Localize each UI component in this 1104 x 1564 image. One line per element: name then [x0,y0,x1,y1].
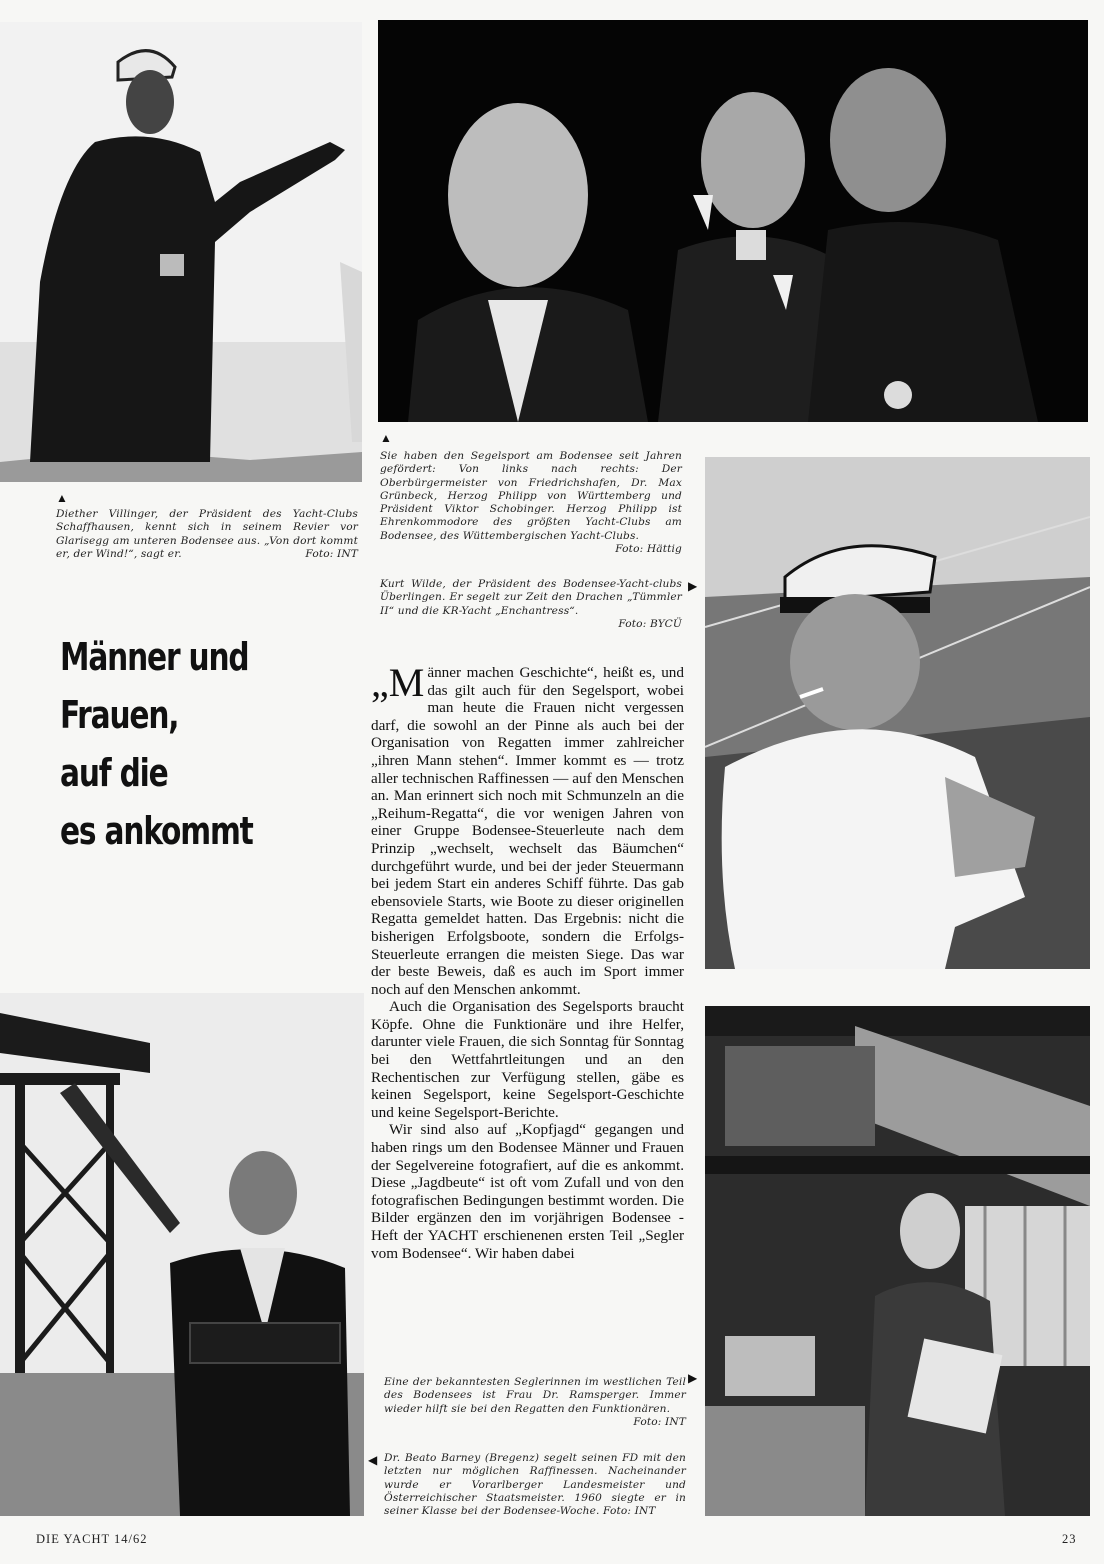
photo-ramsperger [705,1006,1090,1516]
caption-group [380,450,682,556]
footer-page-number: 23 [1062,1532,1077,1546]
article-body [371,660,684,1262]
caption-ramsperger-text: Eine der bekanntesten Seglerinnen im westlichen Teil des Bodensees ist Frau Dr. Ramsperger. Immer wieder hilft sie bei den Regatten den Funktionären. [384,1376,686,1415]
headline-line-3: auf die [60,751,168,795]
headline-line-2: Frauen, [60,693,179,737]
caption-villinger-text: Diether Villinger, der Präsident des Yacht-Clubs Schaffhausen, kennt sich in seinem Revier vor Glarisegg am unteren Bodensee aus. „Von dort kommt er, der Wind!“, sagt er. [56,508,358,560]
caption-group-credit: Foto: Hättig [615,543,682,556]
caption-pointer-up: ▲ [56,491,68,505]
photo-villinger [0,22,362,482]
headline [60,628,263,860]
caption-group-text: Sie haben den Segelsport am Bodensee seit Jahren gefördert: Von links nach rechts: Der Oberbürgermeister von Friedrichshafen, Dr. Max Grünbeck, Herzog Philipp von Württemberg und Präsident Viktor Schobinger. Herzog Philipp ist Ehrenkommodore des größten Yacht-Clubs am Bodensee, des Wüttembergischen Yacht-Clubs. [380,450,682,542]
photo-wilde [705,457,1090,969]
footer-magazine: DIE YACHT 14/62 [36,1532,148,1546]
article-dropcap: „M [371,660,425,705]
photo-group [378,20,1088,422]
photo-barney [0,993,364,1516]
caption-ramsperger [384,1376,686,1429]
caption-pointer-right: ▶ [688,579,698,593]
headline-line-1: Männer und [60,635,249,679]
article-paragraph [371,660,684,998]
headline-line-4: es ankommt [60,809,253,853]
article-paragraph-3: Wir sind also auf „Kopfjagd“ gegangen und haben rings um den Bodensee Männer und Frauen der Segelvereine fotografiert, auf die es ankommt. Diese „Jagdbeute“ ist oft vom Zufall und von den fotografischen Bedingungen bestimmt worden. Die Bilder ergänzen den im vorjährigen Bodensee - Heft der YACHT erschienenen ersten Teil „Segler vom Bodensee“. Wir haben dabei [371,1121,684,1262]
caption-pointer-right: ▶ [688,1371,698,1385]
caption-barney [384,1452,686,1518]
caption-pointer-up: ▲ [380,431,392,445]
caption-wilde-text: Kurt Wilde, der Präsident des Bodensee-Yacht-clubs Überlingen. Er segelt zur Zeit den Drachen „Tümmler II“ und die KR-Yacht „Enchantress“. [380,578,682,617]
caption-barney-text: Dr. Beato Barney (Bregenz) segelt seinen FD mit den letzten nur möglichen Raffinessen. Nacheinander wurde er Vorarlberger Landesmeister und Österreichischer Staatsmeister. 1960 siegte er in seiner Klasse bei der Bodensee-Woche. Foto: INT [384,1452,686,1518]
caption-villinger-credit: Foto: INT [305,547,358,560]
article-paragraph-2: Auch die Organisation des Segelsports braucht Köpfe. Ohne die Funktionäre und ihre Helfer, darunter viele Frauen, die sich Sonntag für Sonntag bei den Wettfahrtleitungen und an den Rechentischen zur Verfügung stellen, gäbe es keinen Segelsport, keine Segelsport-Geschichte und keine Segelsport-Berichte. [371,998,684,1121]
article-paragraph-1-text: änner machen Geschichte“, heißt es, und das gilt auch für den Segelsport, wobei man heute die Frauen nicht vergessen darf, die sowohl an der Pinne als auch bei der Organisation von Regatten immer zahlreicher „ihren Mann stehen“. Immer kommt es — trotz aller technischen Raffinessen — auf den Menschen an. Man erinnert sich noch mit Schmunzeln an die „Reihum-Regatta“, die vor wenigen Jahren von einer Gruppe Bodensee-Steuerleute nach dem Prinzip „wechselt, wechselt das Bäumchen“ durchgeführt wurde, und bei der jeder Steuermann bei jedem Start ein anderes Schiff führte. Das gab ebensoviele Starts, wie Boote zu dieser originellen Regatta gemeldet hatten. Das Ergebnis: nicht die bisherigen Erfolgsboote, sondern die Erfolgs-Steuerleute errangen die meisten Siege. Das war der beste Beweis, daß es auch im Sport immer noch auf den Menschen ankommt. [371,664,684,998]
caption-villinger [56,508,358,561]
caption-wilde [380,578,682,631]
caption-ramsperger-credit: Foto: INT [633,1415,686,1428]
caption-wilde-credit: Foto: BYCÜ [618,617,682,630]
caption-pointer-left: ◀ [368,1453,378,1467]
